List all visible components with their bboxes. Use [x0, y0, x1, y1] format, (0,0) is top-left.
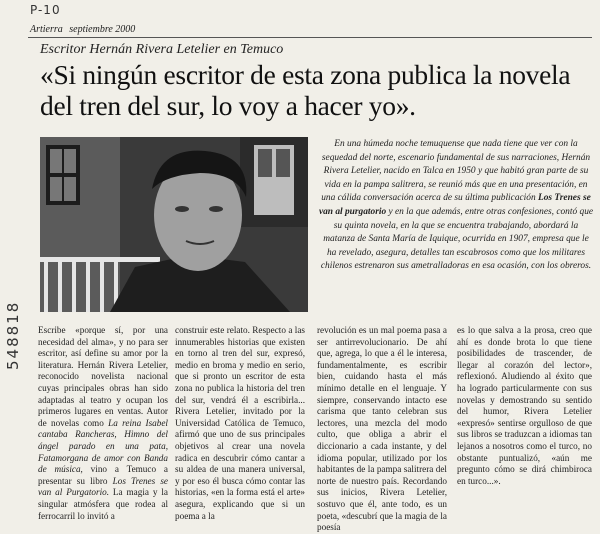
- body-column-1: [38, 325, 168, 521]
- masthead-rule: [28, 37, 592, 38]
- masthead: [30, 24, 135, 35]
- col1-text-c: vino a Temuco a presentar su libro: [38, 464, 168, 486]
- body-column-3: revolución es un mal poema pasa a ser antirrevolucionario. De ahí que, agrega, lo que a él le interesa, fundamentalmente, es escribir bien, cuidando hasta el más mínimo detalle en el lenguaje. Y siempre, conservando intacto ese carisma que tanto celebran sus lectores, una mezcla del modo culto, que obliga a abrir el diccionario a cada instante, y del idioma popular, utilizado por los habitantes de la pampa salitrera del norte de nuestro país. Recordando sus inicios, Rivera Letelier, sostuvo que él, ante todo, es un poeta, «descubrí que la magia de la poesía: [317, 325, 447, 533]
- lead-text-2: y en la que además, entre otras confesiones, contó que su quinta novela, en la que se encuentra trabajando, abordará la matanza de Santa María de Iquique, ocurrida en 1907, empresa que le ha revelado, asegura, detalles tan escabrosos como que los militares chilenos estrenaron sus ametralladoras en esa ocasión, con los obreros.: [320, 206, 594, 272]
- col1-text-a: Escribe «porque sí, por una necesidad del alma», y no para ser escritor, así define su amor por la literatura. Hernán Rivera Letelier, reconocido novelista nacional cuyas principales obras han sido adaptadas al teatro y ocupan los primeros lugares en ventas. Autor de novelas como: [38, 325, 168, 428]
- author-photo: [40, 137, 308, 312]
- handwritten-note: P-10: [30, 3, 61, 17]
- body-column-2: construir este relato. Respecto a las innumerables historias que existen en torno al tren del sur, expresó, medio en broma y medio en serio, que si pronto un escritor de esta zona no publica la historia del tren del sur, vendrá él a escribirla... Rivera Letelier, invitado por la Universidad Católica de Temuco, afirmó que uno de sus principales objetivos al crear una novela radica en descubrir cómo cantar a su aldea de una manera universal, y por eso él busca cómo contar las historias, «en la forma está el arte» asegura, explicando que si un poema a la: [175, 325, 305, 521]
- publication-name: Artierra: [30, 24, 63, 35]
- lead-book-title: Los Trenes se van al purgatorio: [318, 193, 591, 217]
- col1-book: Los Trenes se van al Purgatorio.: [38, 475, 168, 498]
- lead-text-1: En una húmeda noche temuquense que nada tiene que ver con la sequedad del norte, escenario fundamental de sus narraciones, Hernán Rivera Letelier, nacido en Talca en 1950 y que habitó gran parte de su vida en la pampa salitrera, se reunió más que en una presentación, en una cálida conversación acerca de su última publicación: [321, 139, 591, 204]
- col1-titles: La reina Isabel cantaba Rancheras, Himno del ángel parado en una pata, Fatamorgana de amor con Banda de música,: [38, 417, 168, 475]
- col1-text-e: La magia y la singular atmósfera que rodea al ferrocarril lo invitó a: [38, 487, 168, 521]
- body-column-4: es lo que salva a la prosa, creo que ahí es donde brota lo que tiene posibilidades de trascender, de llegar al corazón del lector», reflexionó. Aludiendo al éxito que ha logrado particularmente con sus novelas y demostrando su sentido del humor, Rivera Letelier «expresó» sentirse orgulloso de que sus libros se traduzcan a idiomas tan lejanos a nosotros como el turco, no obstante puntualizó, «aún me pregunto cómo se dirá chimbiroca en turco...».: [457, 325, 592, 486]
- publication-date: septiembre 2000: [69, 24, 136, 35]
- archive-stamp-number: 548818: [4, 300, 22, 370]
- article-kicker: Escritor Hernán Rivera Letelier en Temuco: [40, 42, 284, 57]
- article-lead: [318, 138, 594, 274]
- article-headline: «Si ningún escritor de esta zona publica la novela del tren del sur, lo voy a hacer yo».: [40, 59, 571, 121]
